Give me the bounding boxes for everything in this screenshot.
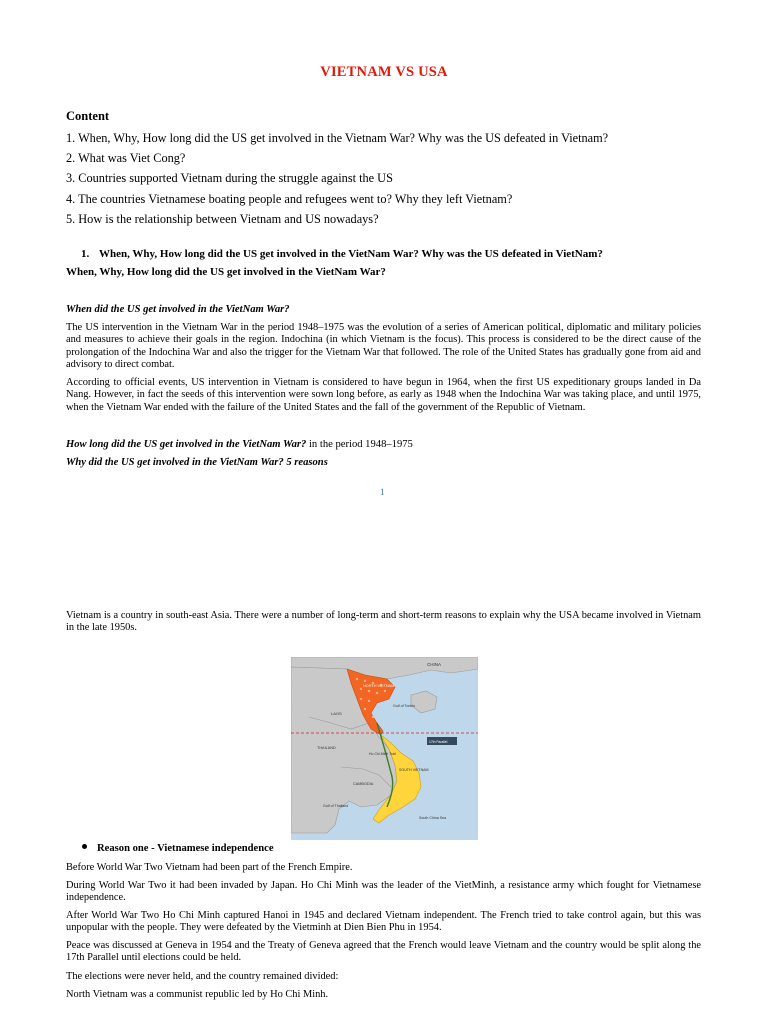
paragraph-vietnam-intro: Vietnam is a country in south-east Asia. There were a number of long-term and short-term reasons to explain why the USA became involved in Vietnam in the late 1950s. [66,610,701,634]
how-long-line [66,439,413,450]
map-label-trail: Ho Chi Minh Trail [369,752,396,756]
reason-paragraph: After World War Two Ho Chi Minh captured Hanoi in 1945 and declared Vietnam independent. The French tried to take control again, but this was unpopular with the people. They were defeated by the Vietminh at Dien Bien Phu in 1954. [66,910,701,934]
map-label-thailand: THAILAND [317,746,336,750]
toc-item: 5. How is the relationship between Vietnam and US nowadays? [66,211,379,226]
reason-one-heading-text: Reason one - Vietnamese independence [97,843,274,854]
document-title: VIETNAM VS USA [320,64,448,80]
toc-item: 4. The countries Vietnamese boating people and refugees went to? Why they left Vietnam? [66,191,513,206]
how-long-question: How long did the US get involved in the VietNam War? [66,439,307,450]
paragraph-official-events: According to official events, US intervention in Vietnam is considered to have begun in 1964, when the first US expeditionary groups landed in Da Nang. However, in fact the seeds of this intervention were sown long before, as early as 1948 when the Indochina War was taking place, and until 1975, when the Vietnam War ended with the failure of the United States and the fall of the government of the Republic of Vietnam. [66,377,701,413]
reason-paragraph: The elections were never held, and the country remained divided: [66,971,339,982]
map-label-china: CHINA [427,662,442,667]
toc-item: 1. When, Why, How long did the US get involved in the Vietnam War? Why was the US defeated in Vietnam? [66,131,609,145]
toc-item: 3. Countries supported Vietnam during the struggle against the US [66,171,393,186]
vietnam-map-image [291,657,478,840]
section-heading-text: When, Why, How long did the US get involved in the VietNam War? Why was the US defeated in VietNam? [99,248,603,260]
map-label-parallel: 17th Parallel [429,740,448,744]
section-number: 1. [81,248,90,260]
footnote-marker[interactable]: 1 [380,487,385,497]
toc-item: 2. What was Viet Cong? [66,151,186,166]
map-label-laos: LAOS [331,711,342,716]
map-label-north: NORTH VIETNAM [363,684,395,688]
map-label-cambodia: CAMBODIA [353,782,374,786]
table-of-contents [66,129,608,230]
how-long-answer: in the period 1948–1975 [306,439,413,450]
reason-one-heading [82,843,274,854]
map-label-gulf-thailand: Gulf of Thailand [323,804,349,808]
map-label-south-china-sea: South China Sea [419,816,447,820]
reason-paragraph: Peace was discussed at Geneva in 1954 and the Treaty of Geneva agreed that the French would leave Vietnam and the country would be split along the 17th Parallel until elections could be held. [66,940,701,964]
map-label-south: SOUTH VIETNAM [399,768,429,772]
reason-paragraph: During World War Two it had been invaded by Japan. Ho Chi Minh was the leader of the VietMinh, a resistance army which fought for Vietnamese independence. [66,880,701,904]
why-heading: Why did the US get involved in the VietNam War? 5 reasons [66,457,328,468]
reason-paragraph: North Vietnam was a communist republic led by Ho Chi Minh. [66,989,329,1000]
section-subheading: When, Why, How long did the US get involved in the VietNam War? [66,266,386,278]
when-heading: When did the US get involved in the VietNam War? [66,304,290,315]
bullet-dot-icon [82,844,87,849]
content-heading: Content [66,109,110,123]
section-heading [81,248,603,260]
paragraph-intervention: The US intervention in the Vietnam War in the period 1948–1975 was the evolution of a series of American political, diplomatic and military policies and measures to achieve their goals in the region. Indochina (in which Vietnam is the focus). This process is considered to be the direct cause of the prolongation of the Indochina War and also the trigger for the Vietnam War that followed. The role of the United States has gradually gone from aid and advisory to direct combat. [66,322,701,370]
reason-paragraph: Before World War Two Vietnam had been part of the French Empire. [66,862,353,873]
map-label-gulf-tonkin: Gulf of Tonkin [393,704,415,708]
